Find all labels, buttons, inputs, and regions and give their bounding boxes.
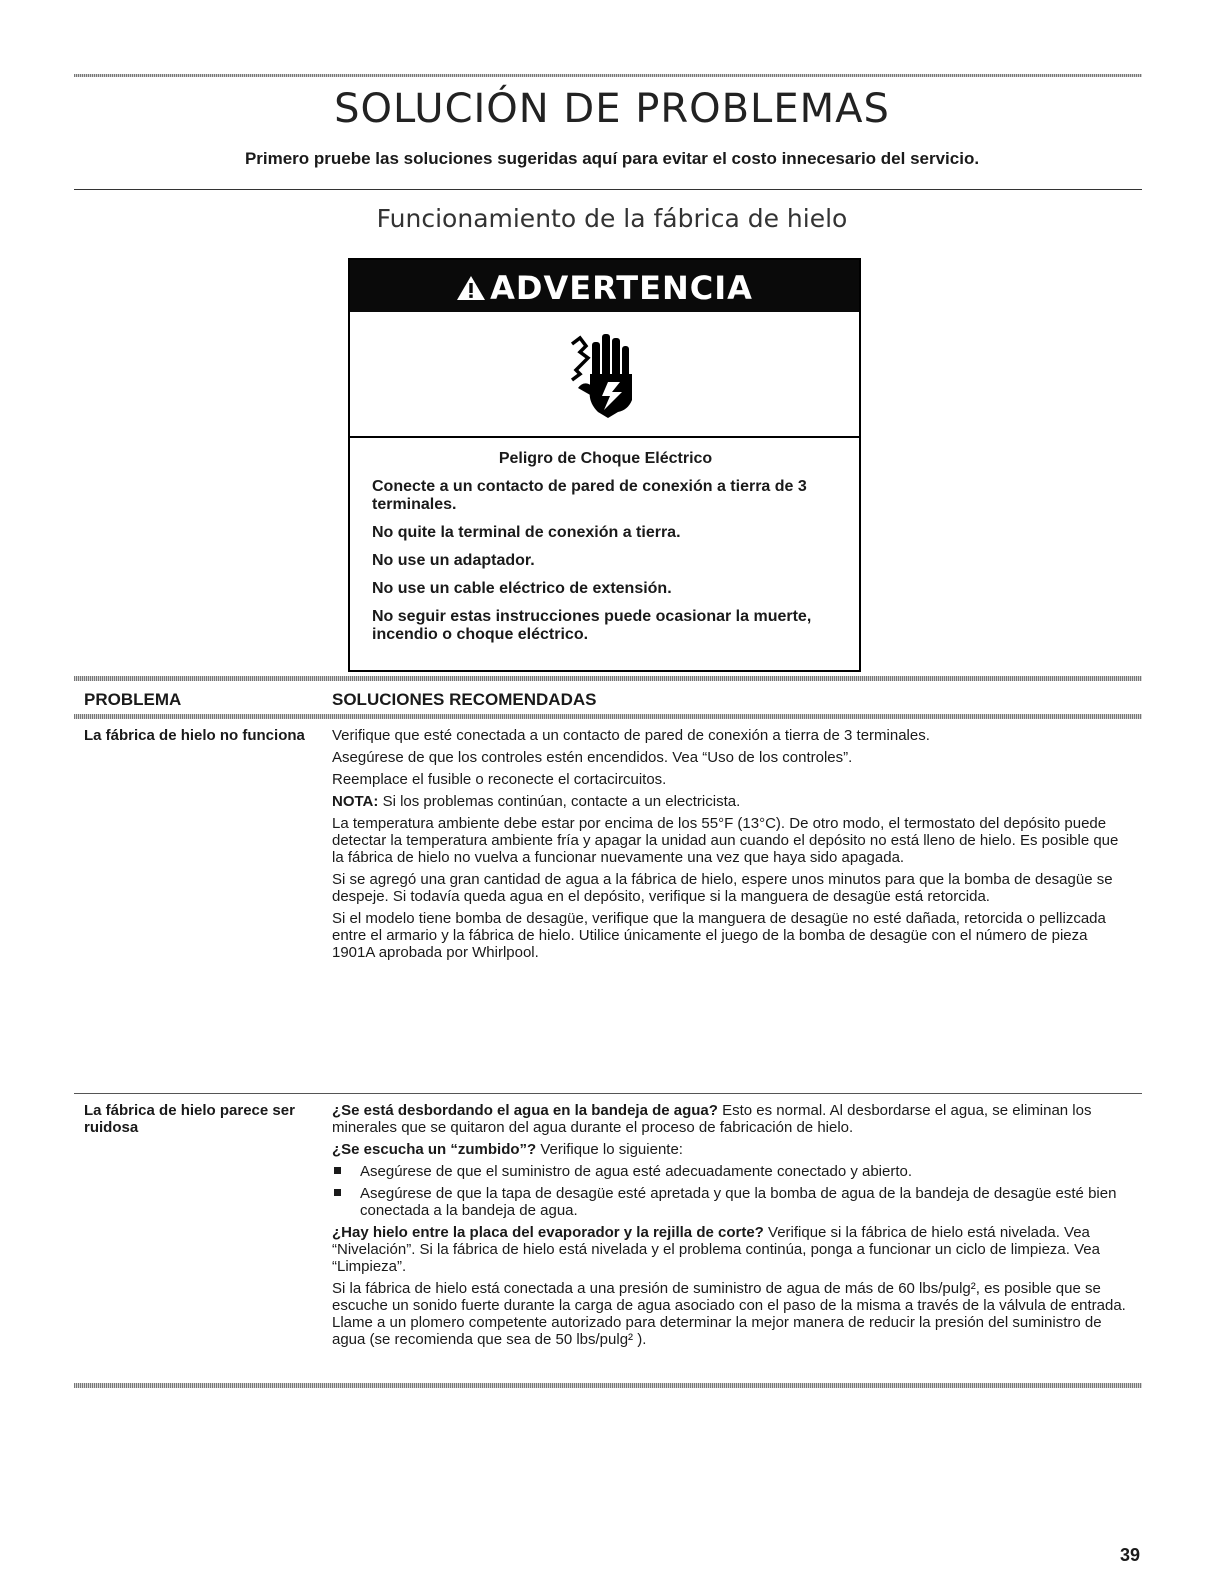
solution-answer: Verifique lo siguiente: [536, 1141, 683, 1158]
note-text: Si los problemas continúan, contacte a un electricista. [382, 793, 741, 810]
warning-hazard: Peligro de Choque Eléctrico [498, 450, 713, 467]
bullet-item: Asegúrese de que la tapa de desagüe esté apretada y que la bomba de agua de la bandeja de desagüe esté bien conectada a la bandeja de agua. [332, 1185, 1134, 1219]
solution-question: ¿Se escucha un “zumbido”? [332, 1141, 537, 1158]
solution-question: ¿Hay hielo entre la placa del evaporador y la rejilla de corte? [332, 1224, 764, 1241]
bullet-item: Asegúrese de que el suministro de agua esté adecuadamente conectado y abierto. [332, 1163, 1134, 1180]
solution-answer: Esto es normal. Al desbordarse el agua, se eliminan los minerales que se quitaron del agua durante el proceso de fabricación de hielo. [332, 1102, 1092, 1136]
header-divider [74, 189, 1142, 190]
problem-cell: La fábrica de hielo parece ser ruidosa [84, 1102, 295, 1136]
warning-line: No quite la terminal de conexión a tierra. [372, 524, 681, 541]
solution-text: Si se agregó una gran cantidad de agua a la fábrica de hielo, espere unos minutos para que la bomba de desagüe se despeje. Si todavía queda agua en el depósito, verifique si la manguera de desagüe está retorcida. [332, 871, 1113, 905]
solution-qa [332, 1224, 1134, 1275]
solution-text: Si la fábrica de hielo está conectada a una presión de suministro de agua de más de 60 lbs/pulg², es posible que se escuche un sonido fuerte durante la carga de agua asociado con el paso de la misma a través de la válvula de entrada. Llame a un plomero competente autorizado para determinar la mejor manera de reducir la presión del suministro de agua (se recomienda que sea de 50 lbs/pulg² ). [332, 1280, 1126, 1348]
table-bottom-rule [74, 1383, 1142, 1388]
solution-qa [332, 1141, 1134, 1158]
warning-line: No use un adaptador. [372, 552, 535, 569]
solution-text: Si el modelo tiene bomba de desagüe, verifique que la manguera de desagüe no esté dañada, retorcida o pellizcada entre el armario y la fábrica de hielo. Utilice únicamente el juego de la bomba de desagüe con el número de pieza 1901A aprobada por Whirlpool. [332, 910, 1106, 961]
section-title: Funcionamiento de la fábrica de hielo [376, 204, 848, 233]
warning-box [348, 258, 861, 672]
column-header-solutions: SOLUCIONES RECOMENDADAS [332, 690, 597, 709]
solution-text: Reemplace el fusible o reconecte el cortacircuitos. [332, 771, 667, 788]
warning-line: Conecte a un contacto de pared de conexión a tierra de 3 terminales. [372, 478, 807, 513]
solution-text: Asegúrese de que los controles estén encendidos. Vea “Uso de los controles”. [332, 749, 853, 766]
solution-text: Verifique que esté conectada a un contacto de pared de conexión a tierra de 3 terminales. [332, 727, 930, 744]
warning-header [350, 260, 859, 312]
electric-shock-hand-icon [568, 330, 644, 422]
page-title: SOLUCIÓN DE PROBLEMAS [334, 86, 890, 132]
solutions-cell [332, 1094, 1142, 1348]
page-subtitle: Primero pruebe las soluciones sugeridas aquí para evitar el costo innecesario del servicio. [244, 149, 980, 168]
solution-question: ¿Se está desbordando el agua en la bandeja de agua? [332, 1102, 718, 1119]
solution-answer: Verifique si la fábrica de hielo está nivelada. Vea “Nivelación”. Si la fábrica de hielo está nivelada y el problema continúa, ponga a funcionar un ciclo de limpieza. Vea “Limpieza”. [332, 1224, 1100, 1275]
top-rule [74, 74, 1142, 77]
troubleshooting-table [74, 676, 1142, 1388]
solution-note [332, 793, 1134, 810]
warning-line: No seguir estas instrucciones puede ocasionar la muerte, incendio o choque eléctrico. [372, 608, 812, 643]
note-label: NOTA: [332, 793, 379, 810]
solution-qa [332, 1102, 1134, 1136]
solutions-cell [332, 719, 1142, 961]
table-header [74, 681, 1142, 714]
table-row [74, 719, 1142, 1093]
column-header-problem: PROBLEMA [84, 690, 182, 709]
table-row [74, 1093, 1142, 1383]
warning-text [350, 438, 859, 644]
warning-label: ADVERTENCIA [490, 269, 753, 307]
solution-text: La temperatura ambiente debe estar por encima de los 55°F (13°C). De otro modo, el termostato del depósito puede detectar la temperatura ambiente fría y apagar la unidad aun cuando el depósito no está lleno de hielo. Es posible que la fábrica de hielo no vuelva a funcionar nuevamente una vez que haya sido apagada. [332, 815, 1119, 866]
warning-triangle-icon [456, 274, 486, 302]
warning-icon-area [350, 312, 859, 438]
page-number: 39 [1119, 1545, 1140, 1565]
problem-cell: La fábrica de hielo no funciona [84, 727, 305, 744]
warning-line: No use un cable eléctrico de extensión. [372, 580, 672, 597]
